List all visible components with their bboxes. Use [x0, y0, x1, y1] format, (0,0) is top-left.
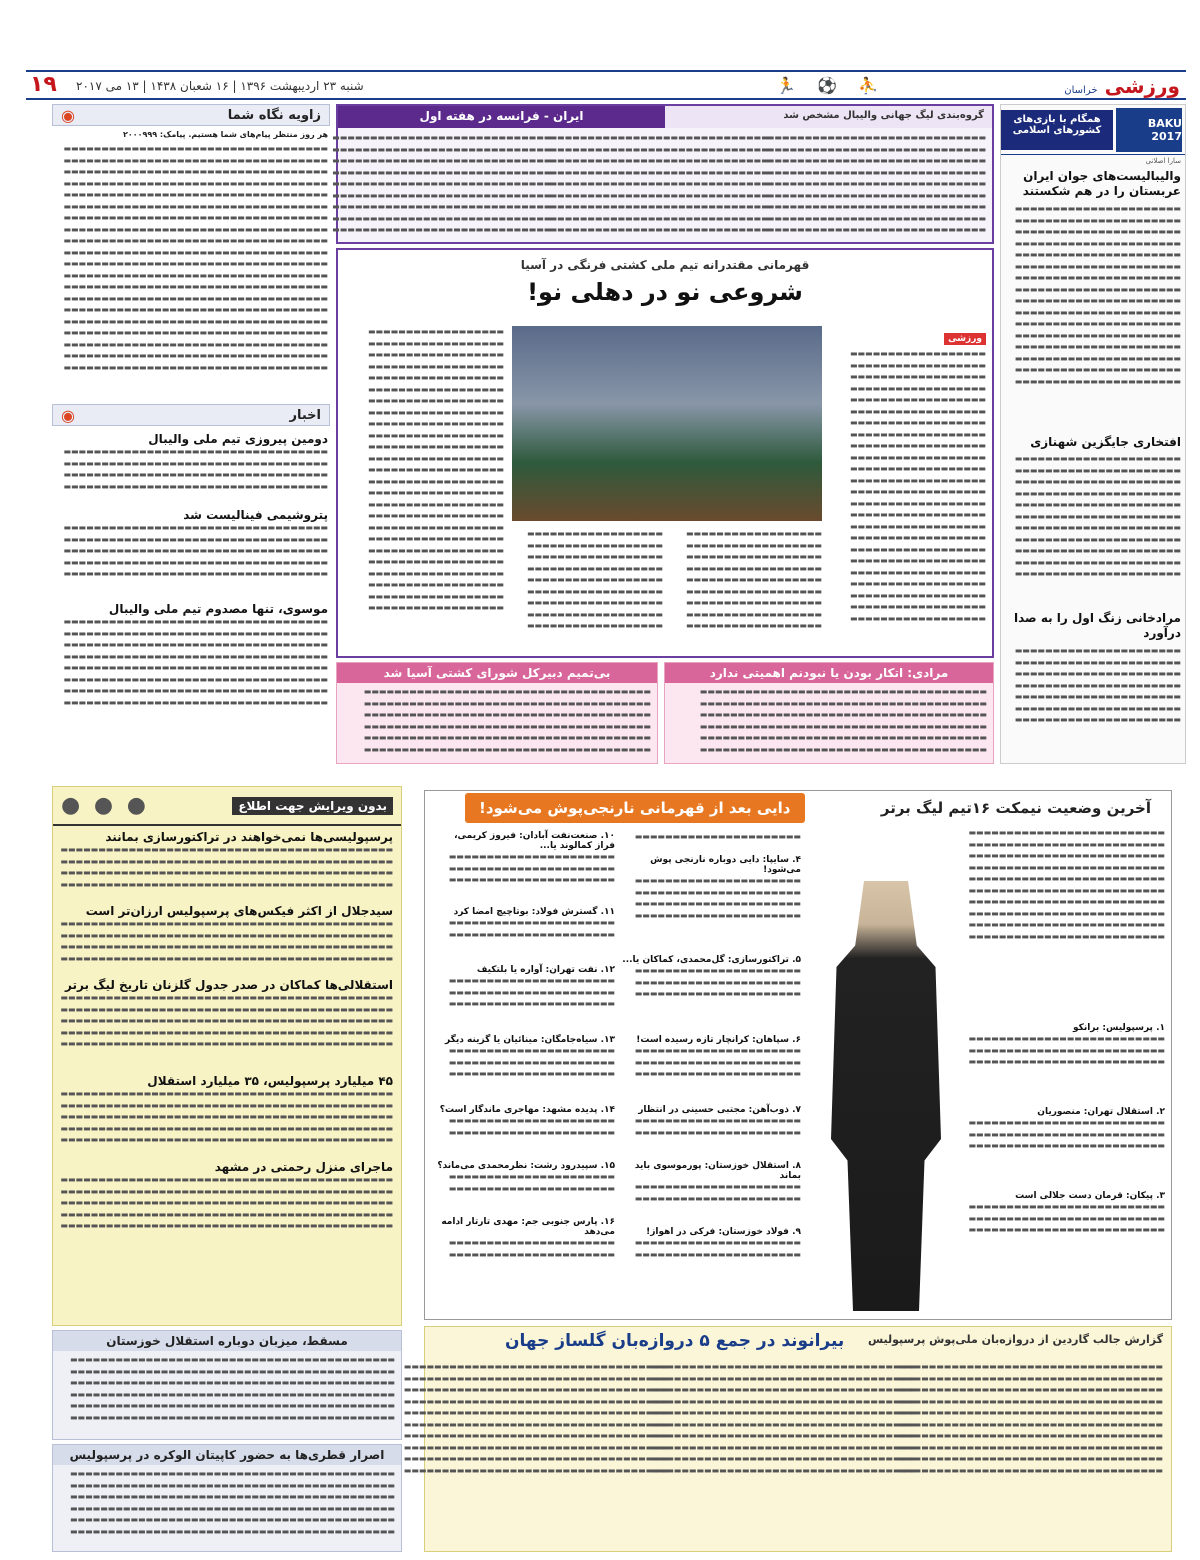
qatar-box [52, 1444, 402, 1552]
team-coach-title: ۳. پیکان: قرمان دست جلالی است [1015, 1191, 1165, 1201]
news-item-title: پتروشیمی فینالیست شد [183, 508, 328, 522]
brief-body: ▬▬▬▬▬▬▬▬▬▬▬▬▬▬▬▬▬▬▬▬▬▬▬▬▬▬▬▬▬▬▬▬▬▬▬▬▬▬▬▬▬▬▬▬ ▬▬▬▬▬▬▬▬▬▬▬▬▬▬▬▬▬▬▬▬▬▬▬▬▬▬▬▬▬▬▬▬▬▬▬▬▬▬▬▬▬▬▬▬ ▬▬▬▬▬▬▬▬▬▬▬▬▬▬▬▬▬▬▬▬▬▬▬▬▬▬▬▬▬▬▬▬▬▬▬▬▬▬▬▬▬▬▬▬ ▬▬▬▬▬▬▬▬▬▬▬▬▬▬▬▬▬▬▬▬▬▬▬▬▬▬▬▬▬▬▬▬▬▬▬▬▬▬▬▬▬▬▬▬ ▬▬▬▬▬▬▬▬▬▬▬▬▬▬▬▬▬▬▬▬▬▬▬▬▬▬▬▬▬▬▬▬▬▬▬▬▬▬▬▬▬▬▬▬ [60, 1089, 393, 1144]
team-coach-title: ۲. استقلال تهران: منصوریان [1037, 1107, 1165, 1117]
section-title-2: مرادخانی زنگ اول را به صدا درآورد [1014, 611, 1181, 640]
qatar-title: اصرار قطری‌ها به حضور کاپیتان الوکره در پرسپولیس [53, 1445, 401, 1465]
team-coach-title: ۱۱. گسترش فولاد: بوتاچیچ امضا کرد [453, 907, 615, 917]
team-coach-title: ۴. سایپا: دایی دوباره نارنجی پوش می‌شود! [650, 855, 801, 875]
wrestling-headline: شروعی نو در دهلی نو! [527, 278, 803, 306]
brief-title: پرسپولیسی‌ها نمی‌خواهند در تراکتورسازی بمانند [105, 830, 393, 844]
team-coach-title: ۱۵. سپیدرود رشت: نظرمحمدی می‌ماند؟ [437, 1161, 615, 1171]
news-item-title: موسوی، تنها مصدوم تیم ملی والیبال [108, 602, 328, 616]
beiranvand-headline: بیرانوند در جمع ۵ دروازه‌بان گلساز جهان [505, 1331, 845, 1351]
brief-title: ۴۵ میلیارد پرسپولیس، ۳۵ میلیارد استقلال [147, 1074, 393, 1088]
right-article-title: والیبالیست‌های جوان ایران عربستان را در هم شکستند [1022, 169, 1181, 198]
brief-title: استقلالی‌ها کماکان در صدر جدول گلزنان تاریخ لیگ برتر [65, 978, 393, 992]
akhbar-header [52, 404, 330, 426]
pink-box-left [336, 662, 658, 764]
qatar-body: ▬▬▬▬▬▬▬▬▬▬▬▬▬▬▬▬▬▬▬▬▬▬▬▬▬▬▬▬▬▬▬▬▬▬▬▬▬▬▬▬▬▬▬ ▬▬▬▬▬▬▬▬▬▬▬▬▬▬▬▬▬▬▬▬▬▬▬▬▬▬▬▬▬▬▬▬▬▬▬▬▬▬▬▬▬▬▬ ▬▬▬▬▬▬▬▬▬▬▬▬▬▬▬▬▬▬▬▬▬▬▬▬▬▬▬▬▬▬▬▬▬▬▬▬▬▬▬▬▬▬▬ ▬▬▬▬▬▬▬▬▬▬▬▬▬▬▬▬▬▬▬▬▬▬▬▬▬▬▬▬▬▬▬▬▬▬▬▬▬▬▬▬▬▬▬ ▬▬▬▬▬▬▬▬▬▬▬▬▬▬▬▬▬▬▬▬▬▬▬▬▬▬▬▬▬▬▬▬▬▬▬▬▬▬▬▬▬▬▬ ▬▬▬▬▬▬▬▬▬▬▬▬▬▬▬▬▬▬▬▬▬▬▬▬▬▬▬▬▬▬▬▬▬▬▬▬▬▬▬▬▬▬▬ [69, 1469, 395, 1536]
team-coach-title: ۱. پرسپولیس: برانکو [1072, 1023, 1165, 1033]
pink-right-body: ▬▬▬▬▬▬▬▬▬▬▬▬▬▬▬▬▬▬▬▬▬▬▬▬▬▬▬▬▬▬▬▬▬▬▬▬▬▬ ▬▬▬▬▬▬▬▬▬▬▬▬▬▬▬▬▬▬▬▬▬▬▬▬▬▬▬▬▬▬▬▬▬▬▬▬▬▬ ▬▬▬▬▬▬▬▬▬▬▬▬▬▬▬▬▬▬▬▬▬▬▬▬▬▬▬▬▬▬▬▬▬▬▬▬▬▬ ▬▬▬▬▬▬▬▬▬▬▬▬▬▬▬▬▬▬▬▬▬▬▬▬▬▬▬▬▬▬▬▬▬▬▬▬▬▬ ▬▬▬▬▬▬▬▬▬▬▬▬▬▬▬▬▬▬▬▬▬▬▬▬▬▬▬▬▬▬▬▬▬▬▬▬▬▬ ▬▬▬▬▬▬▬▬▬▬▬▬▬▬▬▬▬▬▬▬▬▬▬▬▬▬▬▬▬▬▬▬▬▬▬▬▬▬ [699, 687, 987, 754]
without-edit-title: بدون ویرایش جهت اطلاع [232, 797, 393, 815]
league-title-right: آخرین وضعیت نیمکت ۱۶تیم لیگ برتر [880, 799, 1151, 817]
brief-body: ▬▬▬▬▬▬▬▬▬▬▬▬▬▬▬▬▬▬▬▬▬▬▬▬▬▬▬▬▬▬▬▬▬▬▬▬▬▬▬▬▬▬▬▬ ▬▬▬▬▬▬▬▬▬▬▬▬▬▬▬▬▬▬▬▬▬▬▬▬▬▬▬▬▬▬▬▬▬▬▬▬▬▬▬▬▬▬▬▬ ▬▬▬▬▬▬▬▬▬▬▬▬▬▬▬▬▬▬▬▬▬▬▬▬▬▬▬▬▬▬▬▬▬▬▬▬▬▬▬▬▬▬▬▬ ▬▬▬▬▬▬▬▬▬▬▬▬▬▬▬▬▬▬▬▬▬▬▬▬▬▬▬▬▬▬▬▬▬▬▬▬▬▬▬▬▬▬▬▬ [60, 845, 393, 889]
team-coach-title: ۱۲. نفت تهران: آواره یا بلتکیف [476, 965, 615, 975]
top-rule [26, 70, 1186, 72]
khuzestan-body: ▬▬▬▬▬▬▬▬▬▬▬▬▬▬▬▬▬▬▬▬▬▬▬▬▬▬▬▬▬▬▬▬▬▬▬▬▬▬▬▬▬▬▬ ▬▬▬▬▬▬▬▬▬▬▬▬▬▬▬▬▬▬▬▬▬▬▬▬▬▬▬▬▬▬▬▬▬▬▬▬▬▬▬▬▬▬▬ ▬▬▬▬▬▬▬▬▬▬▬▬▬▬▬▬▬▬▬▬▬▬▬▬▬▬▬▬▬▬▬▬▬▬▬▬▬▬▬▬▬▬▬ ▬▬▬▬▬▬▬▬▬▬▬▬▬▬▬▬▬▬▬▬▬▬▬▬▬▬▬▬▬▬▬▬▬▬▬▬▬▬▬▬▬▬▬ ▬▬▬▬▬▬▬▬▬▬▬▬▬▬▬▬▬▬▬▬▬▬▬▬▬▬▬▬▬▬▬▬▬▬▬▬▬▬▬▬▬▬▬ ▬▬▬▬▬▬▬▬▬▬▬▬▬▬▬▬▬▬▬▬▬▬▬▬▬▬▬▬▬▬▬▬▬▬▬▬▬▬▬▬▬▬▬ [69, 1355, 395, 1422]
volleyball-league-body: ▬▬▬▬▬▬▬▬▬▬▬▬▬▬▬▬▬▬▬▬▬▬▬▬▬▬▬▬▬ ▬▬▬▬▬▬▬▬▬▬▬▬▬▬▬▬▬▬▬▬▬▬▬▬▬▬▬▬▬ ▬▬▬▬▬▬▬▬▬▬▬▬▬▬▬▬▬▬▬▬▬▬▬▬▬▬▬▬▬ ▬▬▬▬▬▬▬▬▬▬▬▬▬▬▬▬▬▬▬▬▬▬▬▬▬▬▬▬▬ ▬▬▬▬▬▬▬▬▬▬▬▬▬▬▬▬▬▬▬▬▬▬▬▬▬▬▬▬▬ ▬▬▬▬▬▬▬▬▬▬▬▬▬▬▬▬▬▬▬▬▬▬▬▬▬▬▬▬▬ ▬▬▬▬▬▬▬▬▬▬▬▬▬▬▬▬▬▬▬▬▬▬▬▬▬▬▬▬▬ ▬▬▬▬▬▬▬▬▬▬▬▬▬▬▬▬▬▬▬▬▬▬▬▬▬▬▬▬▬ ▬▬▬▬▬▬▬▬▬▬▬▬▬▬▬▬▬▬▬▬▬▬▬▬▬▬▬▬▬ ▬▬▬▬▬▬▬▬▬▬▬▬▬▬▬▬▬▬▬▬▬▬▬▬▬▬▬▬▬ ▬▬▬▬▬▬▬▬▬▬▬▬▬▬▬▬▬▬▬▬▬▬▬▬▬▬▬▬▬ ▬▬▬▬▬▬▬▬▬▬▬▬▬▬▬▬▬▬▬▬▬▬▬▬▬▬▬▬▬ ▬▬▬▬▬▬▬▬▬▬▬▬▬▬▬▬▬▬▬▬▬▬▬▬▬▬▬▬▬ ▬▬▬▬▬▬▬▬▬▬▬▬▬▬▬▬▬▬▬▬▬▬▬▬▬▬▬▬▬ ▬▬▬▬▬▬▬▬▬▬▬▬▬▬▬▬▬▬▬▬▬▬▬▬▬▬▬▬▬ ▬▬▬▬▬▬▬▬▬▬▬▬▬▬▬▬▬▬▬▬▬▬▬▬▬▬▬▬▬ ▬▬▬▬▬▬▬▬▬▬▬▬▬▬▬▬▬▬▬▬▬▬▬▬▬▬▬▬▬ ▬▬▬▬▬▬▬▬▬▬▬▬▬▬▬▬▬▬▬▬▬▬▬▬▬▬▬▬▬ ▬▬▬▬▬▬▬▬▬▬▬▬▬▬▬▬▬▬▬▬▬▬▬▬▬▬▬▬▬ ▬▬▬▬▬▬▬▬▬▬▬▬▬▬▬▬▬▬▬▬▬▬▬▬▬▬▬▬▬ ▬▬▬▬▬▬▬▬▬▬▬▬▬▬▬▬▬▬▬▬▬▬▬▬▬▬▬▬▬ ▬▬▬▬▬▬▬▬▬▬▬▬▬▬▬▬▬▬▬▬▬▬▬▬▬▬▬▬▬ ▬▬▬▬▬▬▬▬▬▬▬▬▬▬▬▬▬▬▬▬▬▬▬▬▬▬▬▬▬ ▬▬▬▬▬▬▬▬▬▬▬▬▬▬▬▬▬▬▬▬▬▬▬▬▬▬▬▬▬ ▬▬▬▬▬▬▬▬▬▬▬▬▬▬▬▬▬▬▬▬▬▬▬▬▬▬▬▬▬ ▬▬▬▬▬▬▬▬▬▬▬▬▬▬▬▬▬▬▬▬▬▬▬▬▬▬▬▬▬ ▬▬▬▬▬▬▬▬▬▬▬▬▬▬▬▬▬▬▬▬▬▬▬▬▬▬▬▬▬ [332, 133, 986, 234]
wrestling-team-photo [512, 326, 822, 521]
team-coach-body: ▬▬▬▬▬▬▬▬▬▬▬▬▬▬▬▬▬▬▬▬▬▬ ▬▬▬▬▬▬▬▬▬▬▬▬▬▬▬▬▬▬▬▬▬▬ [448, 1116, 615, 1137]
team-coach-body: ▬▬▬▬▬▬▬▬▬▬▬▬▬▬▬▬▬▬▬▬▬▬▬▬▬▬ ▬▬▬▬▬▬▬▬▬▬▬▬▬▬▬▬▬▬▬▬▬▬▬▬▬▬ ▬▬▬▬▬▬▬▬▬▬▬▬▬▬▬▬▬▬▬▬▬▬▬▬▬▬ [968, 1118, 1165, 1150]
pink-right-title: مرادی: اتکار بودن یا نبودنم اهمیتی ندارد [665, 663, 993, 683]
coaches-list-col2: ▬▬▬▬▬▬▬▬▬▬▬▬▬▬▬▬▬▬▬▬▬▬ ۴. سایپا: دایی دوباره نارنجی پوش می‌شود! ▬▬▬▬▬▬▬▬▬▬▬▬▬▬▬▬▬▬▬▬▬▬ ▬▬▬▬▬▬▬▬▬▬▬▬▬▬▬▬▬▬▬▬▬▬ ▬▬▬▬▬▬▬▬▬▬▬▬▬▬▬▬▬▬▬▬▬▬ ▬▬▬▬▬▬▬▬▬▬▬▬▬▬▬▬▬▬▬▬▬▬ ۵. تراکتورسازی: گل‌محمدی، کماکان یا... ▬▬▬▬▬▬▬▬▬▬▬▬▬▬▬▬▬▬▬▬▬▬ ▬▬▬▬▬▬▬▬▬▬▬▬▬▬▬▬▬▬▬▬▬▬ ▬▬▬▬▬▬▬▬▬▬▬▬▬▬▬▬▬▬▬▬▬▬ ۶. سپاهان: کرانچار تازه رسیده است! ▬▬▬▬▬▬▬▬▬▬▬▬▬▬▬▬▬▬▬▬▬▬ ▬▬▬▬▬▬▬▬▬▬▬▬▬▬▬▬▬▬▬▬▬▬ ▬▬▬▬▬▬▬▬▬▬▬▬▬▬▬▬▬▬▬▬▬▬ ۷. ذوب‌آهن: مجتبی حسینی در انتظار ▬▬▬▬▬▬▬▬▬▬▬▬▬▬▬▬▬▬▬▬▬▬ ▬▬▬▬▬▬▬▬▬▬▬▬▬▬▬▬▬▬▬▬▬▬ ۸. استقلال خوزستان: پورموسوی باید بماند ▬▬▬▬▬▬▬▬▬▬▬▬▬▬▬▬▬▬▬▬▬▬ ▬▬▬▬▬▬▬▬▬▬▬▬▬▬▬▬▬▬▬▬▬▬ ۹. فولاد خوزستان: فرکی در اهواز! ▬▬▬▬▬▬▬▬▬▬▬▬▬▬▬▬▬▬▬▬▬▬ ▬▬▬▬▬▬▬▬▬▬▬▬▬▬▬▬▬▬▬▬▬▬ [621, 831, 801, 1311]
team-coach-body: ▬▬▬▬▬▬▬▬▬▬▬▬▬▬▬▬▬▬▬▬▬▬ ▬▬▬▬▬▬▬▬▬▬▬▬▬▬▬▬▬▬▬▬▬▬ ▬▬▬▬▬▬▬▬▬▬▬▬▬▬▬▬▬▬▬▬▬▬ ▬▬▬▬▬▬▬▬▬▬▬▬▬▬▬▬▬▬▬▬▬▬ [634, 876, 801, 920]
team-coach-body: ▬▬▬▬▬▬▬▬▬▬▬▬▬▬▬▬▬▬▬▬▬▬ ▬▬▬▬▬▬▬▬▬▬▬▬▬▬▬▬▬▬▬▬▬▬ [448, 918, 615, 939]
section-body-2: ▬▬▬▬▬▬▬▬▬▬▬▬▬▬▬▬▬▬▬▬▬▬ ▬▬▬▬▬▬▬▬▬▬▬▬▬▬▬▬▬▬▬▬▬▬ ▬▬▬▬▬▬▬▬▬▬▬▬▬▬▬▬▬▬▬▬▬▬ ▬▬▬▬▬▬▬▬▬▬▬▬▬▬▬▬▬▬▬▬▬▬ ▬▬▬▬▬▬▬▬▬▬▬▬▬▬▬▬▬▬▬▬▬▬ ▬▬▬▬▬▬▬▬▬▬▬▬▬▬▬▬▬▬▬▬▬▬ ▬▬▬▬▬▬▬▬▬▬▬▬▬▬▬▬▬▬▬▬▬▬ [1014, 646, 1181, 724]
baku-2017-logo: BAKU 2017 [1116, 108, 1182, 152]
pink-left-body: ▬▬▬▬▬▬▬▬▬▬▬▬▬▬▬▬▬▬▬▬▬▬▬▬▬▬▬▬▬▬▬▬▬▬▬▬▬▬ ▬▬▬▬▬▬▬▬▬▬▬▬▬▬▬▬▬▬▬▬▬▬▬▬▬▬▬▬▬▬▬▬▬▬▬▬▬▬ ▬▬▬▬▬▬▬▬▬▬▬▬▬▬▬▬▬▬▬▬▬▬▬▬▬▬▬▬▬▬▬▬▬▬▬▬▬▬ ▬▬▬▬▬▬▬▬▬▬▬▬▬▬▬▬▬▬▬▬▬▬▬▬▬▬▬▬▬▬▬▬▬▬▬▬▬▬ ▬▬▬▬▬▬▬▬▬▬▬▬▬▬▬▬▬▬▬▬▬▬▬▬▬▬▬▬▬▬▬▬▬▬▬▬▬▬ ▬▬▬▬▬▬▬▬▬▬▬▬▬▬▬▬▬▬▬▬▬▬▬▬▬▬▬▬▬▬▬▬▬▬▬▬▬▬ [363, 687, 651, 754]
coaches-list-col1: ▬▬▬▬▬▬▬▬▬▬▬▬▬▬▬▬▬▬▬▬▬▬▬▬▬▬ ▬▬▬▬▬▬▬▬▬▬▬▬▬▬▬▬▬▬▬▬▬▬▬▬▬▬ ▬▬▬▬▬▬▬▬▬▬▬▬▬▬▬▬▬▬▬▬▬▬▬▬▬▬ ▬▬▬▬▬▬▬▬▬▬▬▬▬▬▬▬▬▬▬▬▬▬▬▬▬▬ ▬▬▬▬▬▬▬▬▬▬▬▬▬▬▬▬▬▬▬▬▬▬▬▬▬▬ ▬▬▬▬▬▬▬▬▬▬▬▬▬▬▬▬▬▬▬▬▬▬▬▬▬▬ ▬▬▬▬▬▬▬▬▬▬▬▬▬▬▬▬▬▬▬▬▬▬▬▬▬▬ ▬▬▬▬▬▬▬▬▬▬▬▬▬▬▬▬▬▬▬▬▬▬▬▬▬▬ ▬▬▬▬▬▬▬▬▬▬▬▬▬▬▬▬▬▬▬▬▬▬▬▬▬▬ ▬▬▬▬▬▬▬▬▬▬▬▬▬▬▬▬▬▬▬▬▬▬▬▬▬▬ ۱. پرسپولیس: برانکو ▬▬▬▬▬▬▬▬▬▬▬▬▬▬▬▬▬▬▬▬▬▬▬▬▬▬ ▬▬▬▬▬▬▬▬▬▬▬▬▬▬▬▬▬▬▬▬▬▬▬▬▬▬ ▬▬▬▬▬▬▬▬▬▬▬▬▬▬▬▬▬▬▬▬▬▬▬▬▬▬ ۲. استقلال تهران: منصوریان ▬▬▬▬▬▬▬▬▬▬▬▬▬▬▬▬▬▬▬▬▬▬▬▬▬▬ ▬▬▬▬▬▬▬▬▬▬▬▬▬▬▬▬▬▬▬▬▬▬▬▬▬▬ ▬▬▬▬▬▬▬▬▬▬▬▬▬▬▬▬▬▬▬▬▬▬▬▬▬▬ ۳. پیکان: قرمان دست جلالی است ▬▬▬▬▬▬▬▬▬▬▬▬▬▬▬▬▬▬▬▬▬▬▬▬▬▬ ▬▬▬▬▬▬▬▬▬▬▬▬▬▬▬▬▬▬▬▬▬▬▬▬▬▬ ▬▬▬▬▬▬▬▬▬▬▬▬▬▬▬▬▬▬▬▬▬▬▬▬▬▬ [945, 827, 1165, 1311]
news-item-title: دومین پیروزی تیم ملی والیبال [148, 432, 328, 446]
zavieh-column [52, 104, 330, 394]
khuzestan-box [52, 1330, 402, 1440]
league-label-left: گروه‌بندی لیگ جهانی والیبال مشخص شد [665, 106, 992, 128]
team-coach-title: ۱۴. پدیده مشهد: مهاجری ماندگار است؟ [439, 1105, 615, 1115]
team-coach-title: ۵. تراکتورسازی: گل‌محمدی، کماکان یا... [622, 955, 801, 965]
page-number: ۱۹ [30, 72, 57, 97]
byline: سارا اصلانی [1145, 157, 1181, 165]
team-coach-body: ▬▬▬▬▬▬▬▬▬▬▬▬▬▬▬▬▬▬▬▬▬▬ ▬▬▬▬▬▬▬▬▬▬▬▬▬▬▬▬▬▬▬▬▬▬ ▬▬▬▬▬▬▬▬▬▬▬▬▬▬▬▬▬▬▬▬▬▬ [448, 1046, 615, 1078]
zavieh-intro: هر روز منتظر پیام‌های شما هستیم. پیامک: ۲۰۰۰۹۹۹ [122, 130, 328, 139]
news-item-body: ▬▬▬▬▬▬▬▬▬▬▬▬▬▬▬▬▬▬▬▬▬▬▬▬▬▬▬▬▬▬▬▬▬▬▬ ▬▬▬▬▬▬▬▬▬▬▬▬▬▬▬▬▬▬▬▬▬▬▬▬▬▬▬▬▬▬▬▬▬▬▬ ▬▬▬▬▬▬▬▬▬▬▬▬▬▬▬▬▬▬▬▬▬▬▬▬▬▬▬▬▬▬▬▬▬▬▬ ▬▬▬▬▬▬▬▬▬▬▬▬▬▬▬▬▬▬▬▬▬▬▬▬▬▬▬▬▬▬▬▬▬▬▬ ▬▬▬▬▬▬▬▬▬▬▬▬▬▬▬▬▬▬▬▬▬▬▬▬▬▬▬▬▬▬▬▬▬▬▬ ▬▬▬▬▬▬▬▬▬▬▬▬▬▬▬▬▬▬▬▬▬▬▬▬▬▬▬▬▬▬▬▬▬▬▬ ▬▬▬▬▬▬▬▬▬▬▬▬▬▬▬▬▬▬▬▬▬▬▬▬▬▬▬▬▬▬▬▬▬▬▬ ▬▬▬▬▬▬▬▬▬▬▬▬▬▬▬▬▬▬▬▬▬▬▬▬▬▬▬▬▬▬▬▬▬▬▬ [63, 617, 328, 707]
team-coach-title: ۷. ذوب‌آهن: مجتبی حسینی در انتظار [638, 1105, 801, 1115]
pink-left-title: بی‌تمیم دبیرکل شورای کشتی آسیا شد [337, 663, 657, 683]
team-coach-title: ۱۶. پارس جنوبی جم: مهدی تارتار ادامه می‌دهد [441, 1217, 615, 1237]
without-edit-box [52, 786, 402, 1326]
zavieh-header [52, 104, 330, 126]
issue-date: شنبه ۲۳ اردیبهشت ۱۳۹۶ | ۱۶ شعبان ۱۴۳۸ | ۱۳ می ۲۰۱۷ [76, 79, 364, 93]
news-bubble-icon: ◉ [61, 405, 75, 425]
team-coach-body: ▬▬▬▬▬▬▬▬▬▬▬▬▬▬▬▬▬▬▬▬▬▬ ▬▬▬▬▬▬▬▬▬▬▬▬▬▬▬▬▬▬▬▬▬▬ ▬▬▬▬▬▬▬▬▬▬▬▬▬▬▬▬▬▬▬▬▬▬ [634, 966, 801, 998]
team-coach-body: ▬▬▬▬▬▬▬▬▬▬▬▬▬▬▬▬▬▬▬▬▬▬ ▬▬▬▬▬▬▬▬▬▬▬▬▬▬▬▬▬▬▬▬▬▬ ▬▬▬▬▬▬▬▬▬▬▬▬▬▬▬▬▬▬▬▬▬▬ [448, 852, 615, 884]
brief-title: ماجرای منزل رحمتی در مشهد [214, 1160, 393, 1174]
league-title-left: دایی بعد از قهرمانی نارنجی‌پوش می‌شود! [465, 793, 805, 823]
khuzestan-title: مسقط، میزبان دوباره استقلال خوزستان [53, 1331, 401, 1351]
wrestling-col-3: ▬▬▬▬▬▬▬▬▬▬▬▬▬▬▬▬▬▬ ▬▬▬▬▬▬▬▬▬▬▬▬▬▬▬▬▬▬ ▬▬▬▬▬▬▬▬▬▬▬▬▬▬▬▬▬▬ ▬▬▬▬▬▬▬▬▬▬▬▬▬▬▬▬▬▬ ▬▬▬▬▬▬▬▬▬▬▬▬▬▬▬▬▬▬ ▬▬▬▬▬▬▬▬▬▬▬▬▬▬▬▬▬▬ ▬▬▬▬▬▬▬▬▬▬▬▬▬▬▬▬▬▬ ▬▬▬▬▬▬▬▬▬▬▬▬▬▬▬▬▬▬ ▬▬▬▬▬▬▬▬▬▬▬▬▬▬▬▬▬▬ ▬▬▬▬▬▬▬▬▬▬▬▬▬▬▬▬▬▬ ▬▬▬▬▬▬▬▬▬▬▬▬▬▬▬▬▬▬ ▬▬▬▬▬▬▬▬▬▬▬▬▬▬▬▬▬▬ ▬▬▬▬▬▬▬▬▬▬▬▬▬▬▬▬▬▬ ▬▬▬▬▬▬▬▬▬▬▬▬▬▬▬▬▬▬ ▬▬▬▬▬▬▬▬▬▬▬▬▬▬▬▬▬▬ ▬▬▬▬▬▬▬▬▬▬▬▬▬▬▬▬▬▬ ▬▬▬▬▬▬▬▬▬▬▬▬▬▬▬▬▬▬ ▬▬▬▬▬▬▬▬▬▬▬▬▬▬▬▬▬▬ ▬▬▬▬▬▬▬▬▬▬▬▬▬▬▬▬▬▬ ▬▬▬▬▬▬▬▬▬▬▬▬▬▬▬▬▬▬ ▬▬▬▬▬▬▬▬▬▬▬▬▬▬▬▬▬▬ ▬▬▬▬▬▬▬▬▬▬▬▬▬▬▬▬▬▬ ▬▬▬▬▬▬▬▬▬▬▬▬▬▬▬▬▬▬ ▬▬▬▬▬▬▬▬▬▬▬▬▬▬▬▬▬▬ ▬▬▬▬▬▬▬▬▬▬▬▬▬▬▬▬▬▬ [367, 327, 504, 612]
league-label-right: ایران - فرانسه در هفته اول [338, 106, 665, 128]
team-coach-body: ▬▬▬▬▬▬▬▬▬▬▬▬▬▬▬▬▬▬▬▬▬▬ ▬▬▬▬▬▬▬▬▬▬▬▬▬▬▬▬▬▬▬▬▬▬ [448, 1238, 615, 1259]
section-title-1: افتخاری جایگزین شهنازی [1030, 435, 1181, 449]
ellipsis-dots-icon: ● ● ● [61, 793, 149, 818]
akhbar-title: اخبار [289, 407, 321, 423]
without-edit-header [53, 787, 401, 826]
zavieh-title: زاویه نگاه شما [227, 107, 321, 123]
akhbar-column [52, 404, 330, 764]
wrestling-col-1: ▬▬▬▬▬▬▬▬▬▬▬▬▬▬▬▬▬▬ ▬▬▬▬▬▬▬▬▬▬▬▬▬▬▬▬▬▬ ▬▬▬▬▬▬▬▬▬▬▬▬▬▬▬▬▬▬ ▬▬▬▬▬▬▬▬▬▬▬▬▬▬▬▬▬▬ ▬▬▬▬▬▬▬▬▬▬▬▬▬▬▬▬▬▬ ▬▬▬▬▬▬▬▬▬▬▬▬▬▬▬▬▬▬ ▬▬▬▬▬▬▬▬▬▬▬▬▬▬▬▬▬▬ ▬▬▬▬▬▬▬▬▬▬▬▬▬▬▬▬▬▬ ▬▬▬▬▬▬▬▬▬▬▬▬▬▬▬▬▬▬ ▬▬▬▬▬▬▬▬▬▬▬▬▬▬▬▬▬▬ ▬▬▬▬▬▬▬▬▬▬▬▬▬▬▬▬▬▬ ▬▬▬▬▬▬▬▬▬▬▬▬▬▬▬▬▬▬ ▬▬▬▬▬▬▬▬▬▬▬▬▬▬▬▬▬▬ ▬▬▬▬▬▬▬▬▬▬▬▬▬▬▬▬▬▬ ▬▬▬▬▬▬▬▬▬▬▬▬▬▬▬▬▬▬ ▬▬▬▬▬▬▬▬▬▬▬▬▬▬▬▬▬▬ ▬▬▬▬▬▬▬▬▬▬▬▬▬▬▬▬▬▬ ▬▬▬▬▬▬▬▬▬▬▬▬▬▬▬▬▬▬ ▬▬▬▬▬▬▬▬▬▬▬▬▬▬▬▬▬▬ ▬▬▬▬▬▬▬▬▬▬▬▬▬▬▬▬▬▬ ▬▬▬▬▬▬▬▬▬▬▬▬▬▬▬▬▬▬ ▬▬▬▬▬▬▬▬▬▬▬▬▬▬▬▬▬▬ ▬▬▬▬▬▬▬▬▬▬▬▬▬▬▬▬▬▬ ▬▬▬▬▬▬▬▬▬▬▬▬▬▬▬▬▬▬ [849, 349, 986, 623]
badge-title: همگام با بازی‌های کشورهای اسلامی [1001, 110, 1113, 150]
wrestling-byline: ورزشی [944, 333, 986, 345]
team-coach-title: ۸. استقلال خوزستان: پورموسوی باید بماند [634, 1161, 801, 1181]
coach-photo [831, 881, 941, 1311]
team-coach-body: ▬▬▬▬▬▬▬▬▬▬▬▬▬▬▬▬▬▬▬▬▬▬▬▬▬▬ ▬▬▬▬▬▬▬▬▬▬▬▬▬▬▬▬▬▬▬▬▬▬▬▬▬▬ ▬▬▬▬▬▬▬▬▬▬▬▬▬▬▬▬▬▬▬▬▬▬▬▬▬▬ [968, 1034, 1165, 1066]
team-coach-body: ▬▬▬▬▬▬▬▬▬▬▬▬▬▬▬▬▬▬▬▬▬▬ ▬▬▬▬▬▬▬▬▬▬▬▬▬▬▬▬▬▬▬▬▬▬ ▬▬▬▬▬▬▬▬▬▬▬▬▬▬▬▬▬▬▬▬▬▬ [634, 1046, 801, 1078]
volleyball-league-box [332, 104, 994, 244]
team-coach-body: ▬▬▬▬▬▬▬▬▬▬▬▬▬▬▬▬▬▬▬▬▬▬ ▬▬▬▬▬▬▬▬▬▬▬▬▬▬▬▬▬▬▬▬▬▬ [634, 1182, 801, 1203]
brief-body: ▬▬▬▬▬▬▬▬▬▬▬▬▬▬▬▬▬▬▬▬▬▬▬▬▬▬▬▬▬▬▬▬▬▬▬▬▬▬▬▬▬▬▬▬ ▬▬▬▬▬▬▬▬▬▬▬▬▬▬▬▬▬▬▬▬▬▬▬▬▬▬▬▬▬▬▬▬▬▬▬▬▬▬▬▬▬▬▬▬ ▬▬▬▬▬▬▬▬▬▬▬▬▬▬▬▬▬▬▬▬▬▬▬▬▬▬▬▬▬▬▬▬▬▬▬▬▬▬▬▬▬▬▬▬ ▬▬▬▬▬▬▬▬▬▬▬▬▬▬▬▬▬▬▬▬▬▬▬▬▬▬▬▬▬▬▬▬▬▬▬▬▬▬▬▬▬▬▬▬ ▬▬▬▬▬▬▬▬▬▬▬▬▬▬▬▬▬▬▬▬▬▬▬▬▬▬▬▬▬▬▬▬▬▬▬▬▬▬▬▬▬▬▬▬ [60, 993, 393, 1048]
wrestling-col-2: ▬▬▬▬▬▬▬▬▬▬▬▬▬▬▬▬▬▬ ▬▬▬▬▬▬▬▬▬▬▬▬▬▬▬▬▬▬ ▬▬▬▬▬▬▬▬▬▬▬▬▬▬▬▬▬▬ ▬▬▬▬▬▬▬▬▬▬▬▬▬▬▬▬▬▬ ▬▬▬▬▬▬▬▬▬▬▬▬▬▬▬▬▬▬ ▬▬▬▬▬▬▬▬▬▬▬▬▬▬▬▬▬▬ ▬▬▬▬▬▬▬▬▬▬▬▬▬▬▬▬▬▬ ▬▬▬▬▬▬▬▬▬▬▬▬▬▬▬▬▬▬ ▬▬▬▬▬▬▬▬▬▬▬▬▬▬▬▬▬▬ ▬▬▬▬▬▬▬▬▬▬▬▬▬▬▬▬▬▬ ▬▬▬▬▬▬▬▬▬▬▬▬▬▬▬▬▬▬ ▬▬▬▬▬▬▬▬▬▬▬▬▬▬▬▬▬▬ ▬▬▬▬▬▬▬▬▬▬▬▬▬▬▬▬▬▬ ▬▬▬▬▬▬▬▬▬▬▬▬▬▬▬▬▬▬ ▬▬▬▬▬▬▬▬▬▬▬▬▬▬▬▬▬▬ ▬▬▬▬▬▬▬▬▬▬▬▬▬▬▬▬▬▬ ▬▬▬▬▬▬▬▬▬▬▬▬▬▬▬▬▬▬ ▬▬▬▬▬▬▬▬▬▬▬▬▬▬▬▬▬▬ [526, 529, 822, 630]
pink-box-right [664, 662, 994, 764]
team-coach-title: ۱۰. صنعت‌نفت آبادان: فیروز کریمی، فراز کمالوند یا... [454, 831, 615, 851]
wrestling-kicker: قهرمانی مقتدرانه تیم ملی کشتی فرنگی در آسیا [520, 258, 810, 272]
sports-pictogram-icons: ⛹ ⚽ 🏃 [776, 76, 886, 95]
chat-bubble-icon: ◉ [61, 105, 75, 125]
team-coach-title: ۹. فولاد خوزستان: فرکی در اهواز! [646, 1227, 801, 1237]
league-coaches-story [424, 790, 1172, 1320]
team-coach-body: ▬▬▬▬▬▬▬▬▬▬▬▬▬▬▬▬▬▬▬▬▬▬ ▬▬▬▬▬▬▬▬▬▬▬▬▬▬▬▬▬▬▬▬▬▬ [448, 1172, 615, 1193]
team-coach-body: ▬▬▬▬▬▬▬▬▬▬▬▬▬▬▬▬▬▬▬▬▬▬ ▬▬▬▬▬▬▬▬▬▬▬▬▬▬▬▬▬▬▬▬▬▬ ▬▬▬▬▬▬▬▬▬▬▬▬▬▬▬▬▬▬▬▬▬▬ [448, 976, 615, 1008]
team-coach-title: ۱۳. سیاه‌جامگان: مینائیان یا گزینه دیگر [445, 1035, 615, 1045]
right-column [1000, 104, 1186, 764]
news-item-body: ▬▬▬▬▬▬▬▬▬▬▬▬▬▬▬▬▬▬▬▬▬▬▬▬▬▬▬▬▬▬▬▬▬▬▬ ▬▬▬▬▬▬▬▬▬▬▬▬▬▬▬▬▬▬▬▬▬▬▬▬▬▬▬▬▬▬▬▬▬▬▬ ▬▬▬▬▬▬▬▬▬▬▬▬▬▬▬▬▬▬▬▬▬▬▬▬▬▬▬▬▬▬▬▬▬▬▬ ▬▬▬▬▬▬▬▬▬▬▬▬▬▬▬▬▬▬▬▬▬▬▬▬▬▬▬▬▬▬▬▬▬▬▬ [63, 447, 328, 491]
section-body-1: ▬▬▬▬▬▬▬▬▬▬▬▬▬▬▬▬▬▬▬▬▬▬ ▬▬▬▬▬▬▬▬▬▬▬▬▬▬▬▬▬▬▬▬▬▬ ▬▬▬▬▬▬▬▬▬▬▬▬▬▬▬▬▬▬▬▬▬▬ ▬▬▬▬▬▬▬▬▬▬▬▬▬▬▬▬▬▬▬▬▬▬ ▬▬▬▬▬▬▬▬▬▬▬▬▬▬▬▬▬▬▬▬▬▬ ▬▬▬▬▬▬▬▬▬▬▬▬▬▬▬▬▬▬▬▬▬▬ ▬▬▬▬▬▬▬▬▬▬▬▬▬▬▬▬▬▬▬▬▬▬ ▬▬▬▬▬▬▬▬▬▬▬▬▬▬▬▬▬▬▬▬▬▬ ▬▬▬▬▬▬▬▬▬▬▬▬▬▬▬▬▬▬▬▬▬▬ ▬▬▬▬▬▬▬▬▬▬▬▬▬▬▬▬▬▬▬▬▬▬ ▬▬▬▬▬▬▬▬▬▬▬▬▬▬▬▬▬▬▬▬▬▬ [1014, 454, 1181, 578]
page-header [26, 74, 1186, 100]
beiranvand-body: ▬▬▬▬▬▬▬▬▬▬▬▬▬▬▬▬▬▬▬▬▬▬▬▬▬▬▬▬▬▬▬▬▬▬▬ ▬▬▬▬▬▬▬▬▬▬▬▬▬▬▬▬▬▬▬▬▬▬▬▬▬▬▬▬▬▬▬▬▬▬▬ ▬▬▬▬▬▬▬▬▬▬▬▬▬▬▬▬▬▬▬▬▬▬▬▬▬▬▬▬▬▬▬▬▬▬▬ ▬▬▬▬▬▬▬▬▬▬▬▬▬▬▬▬▬▬▬▬▬▬▬▬▬▬▬▬▬▬▬▬▬▬▬ ▬▬▬▬▬▬▬▬▬▬▬▬▬▬▬▬▬▬▬▬▬▬▬▬▬▬▬▬▬▬▬▬▬▬▬ ▬▬▬▬▬▬▬▬▬▬▬▬▬▬▬▬▬▬▬▬▬▬▬▬▬▬▬▬▬▬▬▬▬▬▬ ▬▬▬▬▬▬▬▬▬▬▬▬▬▬▬▬▬▬▬▬▬▬▬▬▬▬▬▬▬▬▬▬▬▬▬ ▬▬▬▬▬▬▬▬▬▬▬▬▬▬▬▬▬▬▬▬▬▬▬▬▬▬▬▬▬▬▬▬▬▬▬ ▬▬▬▬▬▬▬▬▬▬▬▬▬▬▬▬▬▬▬▬▬▬▬▬▬▬▬▬▬▬▬▬▬▬▬ ▬▬▬▬▬▬▬▬▬▬▬▬▬▬▬▬▬▬▬▬▬▬▬▬▬▬▬▬▬▬▬▬▬▬▬ ▬▬▬▬▬▬▬▬▬▬▬▬▬▬▬▬▬▬▬▬▬▬▬▬▬▬▬▬▬▬▬▬▬▬▬ ▬▬▬▬▬▬▬▬▬▬▬▬▬▬▬▬▬▬▬▬▬▬▬▬▬▬▬▬▬▬▬▬▬▬▬ ▬▬▬▬▬▬▬▬▬▬▬▬▬▬▬▬▬▬▬▬▬▬▬▬▬▬▬▬▬▬▬▬▬▬▬ ▬▬▬▬▬▬▬▬▬▬▬▬▬▬▬▬▬▬▬▬▬▬▬▬▬▬▬▬▬▬▬▬▬▬▬ ▬▬▬▬▬▬▬▬▬▬▬▬▬▬▬▬▬▬▬▬▬▬▬▬▬▬▬▬▬▬▬▬▬▬▬ ▬▬▬▬▬▬▬▬▬▬▬▬▬▬▬▬▬▬▬▬▬▬▬▬▬▬▬▬▬▬▬▬▬▬▬ ▬▬▬▬▬▬▬▬▬▬▬▬▬▬▬▬▬▬▬▬▬▬▬▬▬▬▬▬▬▬▬▬▬▬▬ ▬▬▬▬▬▬▬▬▬▬▬▬▬▬▬▬▬▬▬▬▬▬▬▬▬▬▬▬▬▬▬▬▬▬▬ ▬▬▬▬▬▬▬▬▬▬▬▬▬▬▬▬▬▬▬▬▬▬▬▬▬▬▬▬▬▬▬▬▬▬▬ ▬▬▬▬▬▬▬▬▬▬▬▬▬▬▬▬▬▬▬▬▬▬▬▬▬▬▬▬▬▬▬▬▬▬▬ ▬▬▬▬▬▬▬▬▬▬▬▬▬▬▬▬▬▬▬▬▬▬▬▬▬▬▬▬▬▬▬▬▬▬▬ ▬▬▬▬▬▬▬▬▬▬▬▬▬▬▬▬▬▬▬▬▬▬▬▬▬▬▬▬▬▬▬▬▬▬▬ ▬▬▬▬▬▬▬▬▬▬▬▬▬▬▬▬▬▬▬▬▬▬▬▬▬▬▬▬▬▬▬▬▬▬▬ ▬▬▬▬▬▬▬▬▬▬▬▬▬▬▬▬▬▬▬▬▬▬▬▬▬▬▬▬▬▬▬▬▬▬▬ ▬▬▬▬▬▬▬▬▬▬▬▬▬▬▬▬▬▬▬▬▬▬▬▬▬▬▬▬▬▬▬▬▬▬▬ ▬▬▬▬▬▬▬▬▬▬▬▬▬▬▬▬▬▬▬▬▬▬▬▬▬▬▬▬▬▬▬▬▬▬▬ ▬▬▬▬▬▬▬▬▬▬▬▬▬▬▬▬▬▬▬▬▬▬▬▬▬▬▬▬▬▬▬▬▬▬▬ ▬▬▬▬▬▬▬▬▬▬▬▬▬▬▬▬▬▬▬▬▬▬▬▬▬▬▬▬▬▬▬▬▬▬▬ ▬▬▬▬▬▬▬▬▬▬▬▬▬▬▬▬▬▬▬▬▬▬▬▬▬▬▬▬▬▬▬▬▬▬▬ ▬▬▬▬▬▬▬▬▬▬▬▬▬▬▬▬▬▬▬▬▬▬▬▬▬▬▬▬▬▬▬▬▬▬▬ [403, 1362, 1163, 1475]
team-coach-title: ۶. سپاهان: کرانچار تازه رسیده است! [636, 1035, 801, 1045]
right-article-body: ▬▬▬▬▬▬▬▬▬▬▬▬▬▬▬▬▬▬▬▬▬▬ ▬▬▬▬▬▬▬▬▬▬▬▬▬▬▬▬▬▬▬▬▬▬ ▬▬▬▬▬▬▬▬▬▬▬▬▬▬▬▬▬▬▬▬▬▬ ▬▬▬▬▬▬▬▬▬▬▬▬▬▬▬▬▬▬▬▬▬▬ ▬▬▬▬▬▬▬▬▬▬▬▬▬▬▬▬▬▬▬▬▬▬ ▬▬▬▬▬▬▬▬▬▬▬▬▬▬▬▬▬▬▬▬▬▬ ▬▬▬▬▬▬▬▬▬▬▬▬▬▬▬▬▬▬▬▬▬▬ ▬▬▬▬▬▬▬▬▬▬▬▬▬▬▬▬▬▬▬▬▬▬ ▬▬▬▬▬▬▬▬▬▬▬▬▬▬▬▬▬▬▬▬▬▬ ▬▬▬▬▬▬▬▬▬▬▬▬▬▬▬▬▬▬▬▬▬▬ ▬▬▬▬▬▬▬▬▬▬▬▬▬▬▬▬▬▬▬▬▬▬ ▬▬▬▬▬▬▬▬▬▬▬▬▬▬▬▬▬▬▬▬▬▬ ▬▬▬▬▬▬▬▬▬▬▬▬▬▬▬▬▬▬▬▬▬▬ ▬▬▬▬▬▬▬▬▬▬▬▬▬▬▬▬▬▬▬▬▬▬ ▬▬▬▬▬▬▬▬▬▬▬▬▬▬▬▬▬▬▬▬▬▬ ▬▬▬▬▬▬▬▬▬▬▬▬▬▬▬▬▬▬▬▬▬▬ [1014, 204, 1181, 386]
masthead-logo: ورزشی خراسان [1064, 74, 1180, 98]
team-coach-body: ▬▬▬▬▬▬▬▬▬▬▬▬▬▬▬▬▬▬▬▬▬▬▬▬▬▬ ▬▬▬▬▬▬▬▬▬▬▬▬▬▬▬▬▬▬▬▬▬▬▬▬▬▬ ▬▬▬▬▬▬▬▬▬▬▬▬▬▬▬▬▬▬▬▬▬▬▬▬▬▬ [968, 1202, 1165, 1234]
team-coach-body: ▬▬▬▬▬▬▬▬▬▬▬▬▬▬▬▬▬▬▬▬▬▬ ▬▬▬▬▬▬▬▬▬▬▬▬▬▬▬▬▬▬▬▬▬▬ [634, 1238, 801, 1259]
coaches-list-col3 [433, 831, 615, 1311]
team-coach-body: ▬▬▬▬▬▬▬▬▬▬▬▬▬▬▬▬▬▬▬▬▬▬ ▬▬▬▬▬▬▬▬▬▬▬▬▬▬▬▬▬▬▬▬▬▬ [634, 1116, 801, 1137]
zavieh-messages: ▬▬▬▬▬▬▬▬▬▬▬▬▬▬▬▬▬▬▬▬▬▬▬▬▬▬▬▬▬▬▬▬▬▬▬ ▬▬▬▬▬▬▬▬▬▬▬▬▬▬▬▬▬▬▬▬▬▬▬▬▬▬▬▬▬▬▬▬▬▬▬ ▬▬▬▬▬▬▬▬▬▬▬▬▬▬▬▬▬▬▬▬▬▬▬▬▬▬▬▬▬▬▬▬▬▬▬ ▬▬▬▬▬▬▬▬▬▬▬▬▬▬▬▬▬▬▬▬▬▬▬▬▬▬▬▬▬▬▬▬▬▬▬ ▬▬▬▬▬▬▬▬▬▬▬▬▬▬▬▬▬▬▬▬▬▬▬▬▬▬▬▬▬▬▬▬▬▬▬ ▬▬▬▬▬▬▬▬▬▬▬▬▬▬▬▬▬▬▬▬▬▬▬▬▬▬▬▬▬▬▬▬▬▬▬ ▬▬▬▬▬▬▬▬▬▬▬▬▬▬▬▬▬▬▬▬▬▬▬▬▬▬▬▬▬▬▬▬▬▬▬ ▬▬▬▬▬▬▬▬▬▬▬▬▬▬▬▬▬▬▬▬▬▬▬▬▬▬▬▬▬▬▬▬▬▬▬ ▬▬▬▬▬▬▬▬▬▬▬▬▬▬▬▬▬▬▬▬▬▬▬▬▬▬▬▬▬▬▬▬▬▬▬ ▬▬▬▬▬▬▬▬▬▬▬▬▬▬▬▬▬▬▬▬▬▬▬▬▬▬▬▬▬▬▬▬▬▬▬ ▬▬▬▬▬▬▬▬▬▬▬▬▬▬▬▬▬▬▬▬▬▬▬▬▬▬▬▬▬▬▬▬▬▬▬ ▬▬▬▬▬▬▬▬▬▬▬▬▬▬▬▬▬▬▬▬▬▬▬▬▬▬▬▬▬▬▬▬▬▬▬ ▬▬▬▬▬▬▬▬▬▬▬▬▬▬▬▬▬▬▬▬▬▬▬▬▬▬▬▬▬▬▬▬▬▬▬ ▬▬▬▬▬▬▬▬▬▬▬▬▬▬▬▬▬▬▬▬▬▬▬▬▬▬▬▬▬▬▬▬▬▬▬ ▬▬▬▬▬▬▬▬▬▬▬▬▬▬▬▬▬▬▬▬▬▬▬▬▬▬▬▬▬▬▬▬▬▬▬ ▬▬▬▬▬▬▬▬▬▬▬▬▬▬▬▬▬▬▬▬▬▬▬▬▬▬▬▬▬▬▬▬▬▬▬ ▬▬▬▬▬▬▬▬▬▬▬▬▬▬▬▬▬▬▬▬▬▬▬▬▬▬▬▬▬▬▬▬▬▬▬ ▬▬▬▬▬▬▬▬▬▬▬▬▬▬▬▬▬▬▬▬▬▬▬▬▬▬▬▬▬▬▬▬▬▬▬ ▬▬▬▬▬▬▬▬▬▬▬▬▬▬▬▬▬▬▬▬▬▬▬▬▬▬▬▬▬▬▬▬▬▬▬ ▬▬▬▬▬▬▬▬▬▬▬▬▬▬▬▬▬▬▬▬▬▬▬▬▬▬▬▬▬▬▬▬▬▬▬ [63, 144, 328, 372]
brief-title: سیدجلال از اکثر فیکس‌های پرسپولیس ارزان‌تر است [85, 904, 393, 918]
brief-body: ▬▬▬▬▬▬▬▬▬▬▬▬▬▬▬▬▬▬▬▬▬▬▬▬▬▬▬▬▬▬▬▬▬▬▬▬▬▬▬▬▬▬▬▬ ▬▬▬▬▬▬▬▬▬▬▬▬▬▬▬▬▬▬▬▬▬▬▬▬▬▬▬▬▬▬▬▬▬▬▬▬▬▬▬▬▬▬▬▬ ▬▬▬▬▬▬▬▬▬▬▬▬▬▬▬▬▬▬▬▬▬▬▬▬▬▬▬▬▬▬▬▬▬▬▬▬▬▬▬▬▬▬▬▬ ▬▬▬▬▬▬▬▬▬▬▬▬▬▬▬▬▬▬▬▬▬▬▬▬▬▬▬▬▬▬▬▬▬▬▬▬▬▬▬▬▬▬▬▬ [60, 919, 393, 963]
beiranvand-kicker: گزارش جالب گاردین از دروازه‌بان ملی‌پوش پرسپولیس [867, 1333, 1163, 1346]
wrestling-story [336, 248, 994, 658]
brief-body: ▬▬▬▬▬▬▬▬▬▬▬▬▬▬▬▬▬▬▬▬▬▬▬▬▬▬▬▬▬▬▬▬▬▬▬▬▬▬▬▬▬▬▬▬ ▬▬▬▬▬▬▬▬▬▬▬▬▬▬▬▬▬▬▬▬▬▬▬▬▬▬▬▬▬▬▬▬▬▬▬▬▬▬▬▬▬▬▬▬ ▬▬▬▬▬▬▬▬▬▬▬▬▬▬▬▬▬▬▬▬▬▬▬▬▬▬▬▬▬▬▬▬▬▬▬▬▬▬▬▬▬▬▬▬ ▬▬▬▬▬▬▬▬▬▬▬▬▬▬▬▬▬▬▬▬▬▬▬▬▬▬▬▬▬▬▬▬▬▬▬▬▬▬▬▬▬▬▬▬ ▬▬▬▬▬▬▬▬▬▬▬▬▬▬▬▬▬▬▬▬▬▬▬▬▬▬▬▬▬▬▬▬▬▬▬▬▬▬▬▬▬▬▬▬ [60, 1175, 393, 1230]
news-item-body: ▬▬▬▬▬▬▬▬▬▬▬▬▬▬▬▬▬▬▬▬▬▬▬▬▬▬▬▬▬▬▬▬▬▬▬ ▬▬▬▬▬▬▬▬▬▬▬▬▬▬▬▬▬▬▬▬▬▬▬▬▬▬▬▬▬▬▬▬▬▬▬ ▬▬▬▬▬▬▬▬▬▬▬▬▬▬▬▬▬▬▬▬▬▬▬▬▬▬▬▬▬▬▬▬▬▬▬ ▬▬▬▬▬▬▬▬▬▬▬▬▬▬▬▬▬▬▬▬▬▬▬▬▬▬▬▬▬▬▬▬▬▬▬ ▬▬▬▬▬▬▬▬▬▬▬▬▬▬▬▬▬▬▬▬▬▬▬▬▬▬▬▬▬▬▬▬▬▬▬ [63, 523, 328, 578]
beiranvand-story [403, 1326, 1172, 1552]
